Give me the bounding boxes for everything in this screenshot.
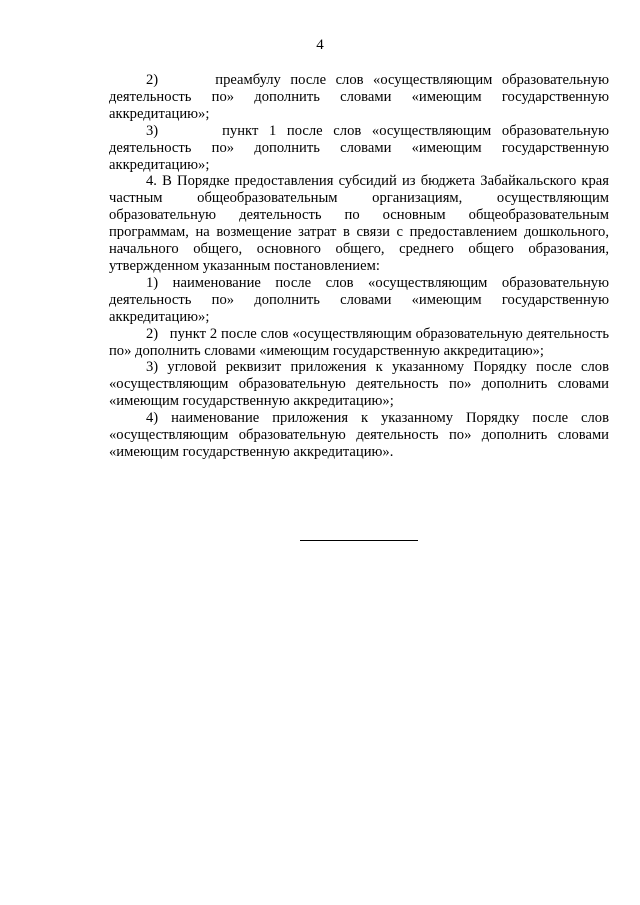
paragraph-title-amendment: 1) наименование после слов «осуществляющим образовательную деятельность по» дополнить словами «имеющим государственную аккредитацию»; [109, 274, 609, 325]
document-body [109, 72, 609, 461]
paragraph-appendix-requisite-amendment: 3) угловой реквизит приложения к указанному Порядку после слов «осуществляющим образовательную деятельность по» дополнить словами «имеющим государственную аккредитацию»; [109, 359, 609, 410]
paragraph-point-2-amendment: 2) пункт 2 после слов «осуществляющим образовательную деятельность по» дополнить словами «имеющим государственную аккредитацию»; [109, 325, 609, 359]
paragraph-preamble-amendment: 2) преамбулу после слов «осуществляющим образовательную деятельность по» дополнить словами «имеющим государственную аккредитацию»; [109, 72, 609, 122]
page-number: 4 [316, 37, 324, 53]
end-separator-line [300, 540, 418, 541]
paragraph-appendix-title-amendment: 4) наименование приложения к указанному Порядку после слов «осуществляющим образовательную деятельность по» дополнить словами «имеющим государственную аккредитацию». [109, 410, 609, 460]
paragraph-point-1-amendment: 3) пункт 1 после слов «осуществляющим образовательную деятельность по» дополнить словами «имеющим государственную аккредитацию»; [109, 122, 609, 173]
paragraph-subsidy-procedure: 4. В Порядке предоставления субсидий из бюджета Забайкальского края частным общеобразовательным организациям, осуществляющим образовательную деятельность по основным общеобразовательным программам, на возмещение затрат в связи с предоставлением дошкольного, начального общего, основного общего, среднего общего образования, утвержденном указанным постановлением: [109, 173, 609, 274]
